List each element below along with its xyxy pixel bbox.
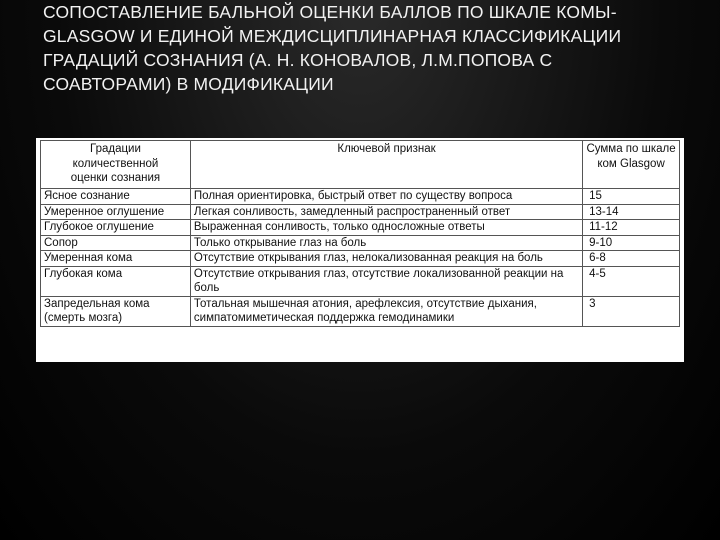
cell-grade: Запредельная кома (смерть мозга) (41, 296, 191, 326)
cell-sum: 3 (583, 296, 680, 326)
header-grade: Градации количественной оценки сознания (41, 141, 191, 189)
slide-title: СОПОСТАВЛЕНИЕ БАЛЬНОЙ ОЦЕНКИ БАЛЛОВ ПО ШКАЛЕ КОМЫ- GLASGOW И ЕДИНОЙ МЕЖДИСЦИПЛИНАРНАЯ КЛАССИФИКАЦИИ ГРАДАЦИЙ СОЗНАНИЯ (А. Н. КОНОВАЛОВ, Л.М.ПОПОВА С СОАВТОРАМИ) В МОДИФИКАЦИИ (43, 2, 622, 94)
cell-feature: Легкая сонливость, замедленный распространенный ответ (190, 204, 582, 220)
cell-sum: 15 (583, 189, 680, 205)
table-row (41, 189, 680, 205)
cell-feature: Только открывание глаз на боль (190, 235, 582, 251)
table-row (41, 296, 680, 326)
cell-grade: Глубокое оглушение (41, 220, 191, 236)
table-header-row (41, 141, 680, 189)
header-feature: Ключевой признак (190, 141, 582, 189)
cell-sum: 9-10 (583, 235, 680, 251)
cell-grade: Глубокая кома (41, 266, 191, 296)
table-row (41, 235, 680, 251)
table-row (41, 251, 680, 267)
cell-sum: 11-12 (583, 220, 680, 236)
cell-feature: Выраженная сонливость, только односложные ответы (190, 220, 582, 236)
cell-grade: Ясное сознание (41, 189, 191, 205)
cell-grade: Сопор (41, 235, 191, 251)
cell-feature: Тотальная мышечная атония, арефлексия, отсутствие дыхания, симпатомиметическая поддержка гемодинамики (190, 296, 582, 326)
cell-sum: 4-5 (583, 266, 680, 296)
cell-sum: 13-14 (583, 204, 680, 220)
cell-feature: Полная ориентировка, быстрый ответ по существу вопроса (190, 189, 582, 205)
table-row (41, 204, 680, 220)
cell-grade: Умеренная кома (41, 251, 191, 267)
cell-feature: Отсутствие открывания глаз, нелокализованная реакция на боль (190, 251, 582, 267)
table-row (41, 266, 680, 296)
cell-sum: 6-8 (583, 251, 680, 267)
coma-classification-table (40, 140, 680, 327)
header-sum: Сумма по шкале ком Glasgow (583, 141, 680, 189)
table-row (41, 220, 680, 236)
cell-grade: Умеренное оглушение (41, 204, 191, 220)
table-container (36, 138, 684, 362)
cell-feature: Отсутствие открывания глаз, отсутствие локализованной реакции на боль (190, 266, 582, 296)
